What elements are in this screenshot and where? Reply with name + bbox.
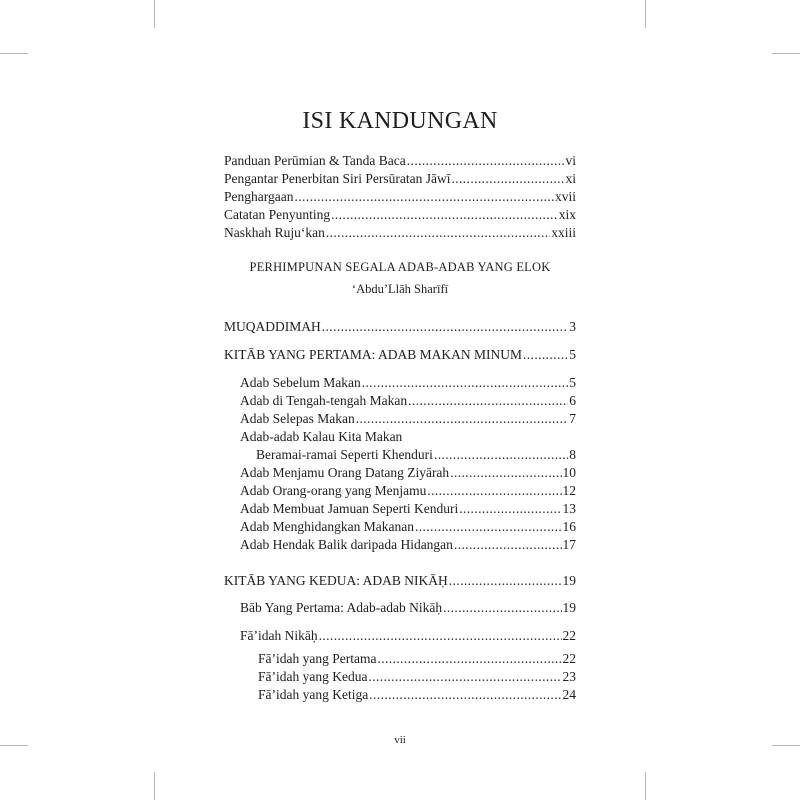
- crop-mark-right-top: [772, 53, 800, 54]
- toc-entry[interactable]: Fā’idah yang Ketiga ..... 24: [224, 686, 576, 704]
- front-matter-list: [224, 152, 576, 242]
- toc-entry[interactable]: Adab Sebelum Makan ..... 5: [224, 374, 576, 392]
- toc-entry[interactable]: Adab Hendak Balik daripada Hidangan ..... 17: [224, 536, 576, 554]
- page-number: vii: [394, 734, 406, 746]
- toc-entry[interactable]: Pengantar Penerbitan Siri Persūratan Jāwī ..... xi: [224, 170, 576, 188]
- toc-entry[interactable]: Adab Orang-orang yang Menjamu ..... 12: [224, 482, 576, 500]
- muqaddimah-entry: [224, 318, 576, 336]
- toc-entry[interactable]: Fā’idah yang Kedua ..... 23: [224, 668, 576, 686]
- toc-entry[interactable]: Adab Menghidangkan Makanan ..... 16: [224, 518, 576, 536]
- page-title: ISI KANDUNGAN: [302, 108, 498, 134]
- kitab1-items: [224, 374, 576, 554]
- toc-entry[interactable]: Adab Selepas Makan ..... 7: [224, 410, 576, 428]
- toc-entry[interactable]: Beramai-ramai Seperti Khenduri ..... 8: [224, 446, 576, 464]
- crop-mark-left-top: [0, 53, 28, 54]
- toc-entry[interactable]: Adab di Tengah-tengah Makan ..... 6: [224, 392, 576, 410]
- toc-entry[interactable]: Penghargaan ..... xvii: [224, 188, 576, 206]
- toc-entry[interactable]: Adab Membuat Jamuan Seperti Kenduri ..... 13: [224, 500, 576, 518]
- crop-mark-top-left: [154, 0, 155, 28]
- work-title: PERHIMPUNAN SEGALA ADAB-ADAB YANG ELOK: [249, 260, 551, 274]
- toc-entry[interactable]: KITĀB YANG PERTAMA: ADAB MAKAN MINUM ..... 5: [224, 346, 576, 364]
- kitab2-bab1: [224, 599, 576, 617]
- crop-mark-top-right: [645, 0, 646, 28]
- crop-mark-bottom-right: [645, 772, 646, 800]
- kitab2-heading: [224, 572, 576, 590]
- kitab2-faidah-items: [224, 650, 576, 704]
- toc-entry[interactable]: Fā’idah Nikāḥ ..... 22: [224, 627, 576, 645]
- toc-entry-line[interactable]: Adab-adab Kalau Kita Makan: [240, 429, 403, 444]
- crop-mark-bottom-left: [154, 772, 155, 800]
- kitab1-heading: [224, 346, 576, 364]
- toc-entry[interactable]: Catatan Penyunting ..... xix: [224, 206, 576, 224]
- toc-entry[interactable]: Adab Menjamu Orang Datang Ziyārah ..... 10: [224, 464, 576, 482]
- toc-entry[interactable]: Naskhah Ruju‘kan ..... xxiii: [224, 224, 576, 242]
- toc-entry[interactable]: MUQADDIMAH ..... 3: [224, 318, 576, 336]
- toc-entry[interactable]: KITĀB YANG KEDUA: ADAB NIKĀḤ ..... 19: [224, 572, 576, 590]
- work-author: ‘Abdu’Llāh Sharīfī: [351, 282, 449, 296]
- toc-entry[interactable]: Bāb Yang Pertama: Adab-adab Nikāḥ ..... 19: [224, 599, 576, 617]
- kitab2-faidah: [224, 627, 576, 645]
- toc-entry[interactable]: Panduan Perūmian & Tanda Baca ..... vi: [224, 152, 576, 170]
- toc-entry[interactable]: Fā’idah yang Pertama ..... 22: [224, 650, 576, 668]
